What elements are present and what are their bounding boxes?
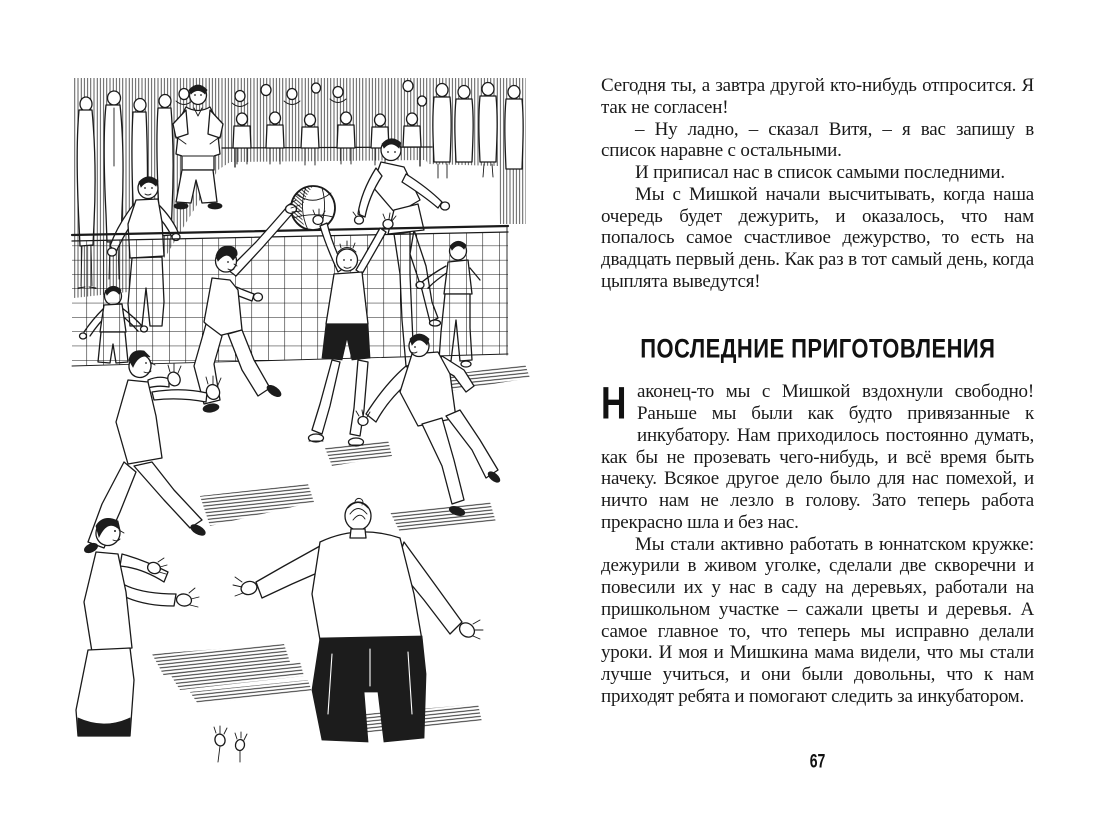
chapter-heading (601, 333, 1034, 364)
player-dark-jacket (356, 334, 502, 517)
players-foreground (76, 498, 483, 762)
drop-cap-letter: Н (601, 378, 627, 430)
player-back-view-foreground (233, 498, 483, 742)
paragraph: – Ну ладно, – сказал Витя, – я вас запишу в список наравне с остальными. (601, 118, 1034, 162)
paragraph: И приписал нас в список самыми последними. (635, 162, 1005, 183)
chapter-heading-text: ПОСЛЕДНИЕ ПРИГОТОВЛЕНИЯ (639, 333, 996, 364)
paragraph: Сегодня ты, а завтра другой кто-нибудь отпросится. Я так не согласен! (601, 75, 1034, 118)
volleyball-illustration (70, 74, 540, 764)
volleyball-net (72, 226, 508, 366)
volleyball-illustration-svg (70, 74, 540, 764)
paragraph-dropcap (601, 378, 1034, 533)
page-number: 67 (809, 750, 826, 772)
paragraph: Мы стали активно работать в юннатском кружке: дежурили в живом уголке, сделали две скворечни и повесили их у нас в саду на деревьях, работали на пришкольном участке – сажали цветы и деревья. А самое главное то, что теперь мы исправно делали уроки. И моя и Мишкина мама видели, что мы стали лучше учиться, и они были довольны, что к нам приходят ребята и помогают следить за инкубатором. (601, 533, 1034, 707)
paragraph-text: аконец-то мы с Мишкой вздохнули свободно! Раньше мы были как будто привязанные к инкубатору. Нам приходилось постоянно думать, как бы не прозевать чего-нибудь, и всё время быть начеку. Всякое другое дело было для нас помехой, и ничто нам не лезло в голову. Зато теперь работа прекрасно шла и без нас. (601, 381, 1034, 533)
raised-hands-bottom (214, 726, 247, 762)
page-right-text (601, 75, 1034, 708)
paragraph: Мы с Мишкой начали высчитывать, когда наша очередь будет дежурить, и оказалось, что нам попалось самое счастливое дежурство, то есть на двадцать первый день. Как раз в тот самый день, когда цыплята выведутся! (601, 183, 1034, 292)
volleyball-ball (291, 186, 335, 230)
